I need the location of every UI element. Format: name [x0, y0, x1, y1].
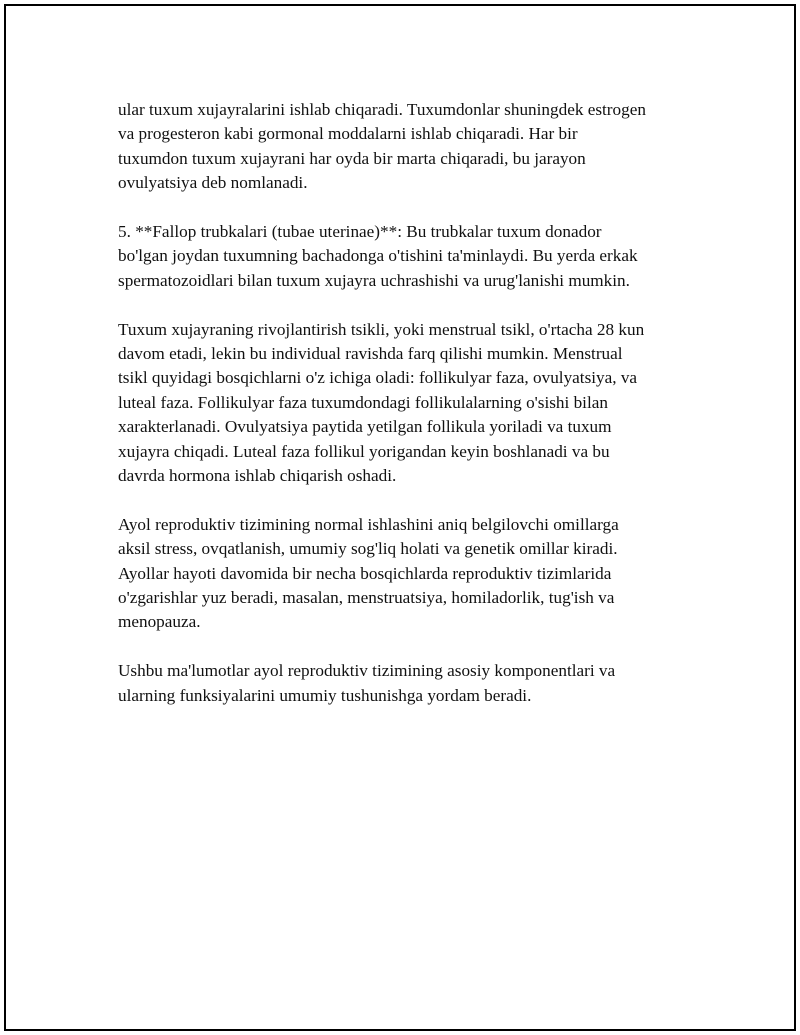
paragraph-ovaries [118, 98, 698, 196]
text-line: xujayra chiqadi. Luteal faza follikul yorigandan keyin boshlanadi va bu [118, 441, 610, 461]
text-line: tsikl quyidagi bosqichlarni o'z ichiga oladi: follikulyar faza, ovulyatsiya, va [118, 368, 638, 388]
text-line: luteal faza. Follikulyar faza tuxumdondagi follikulalarning o'sishi bilan [118, 392, 608, 412]
text-line: 5. **Fallop trubkalari (tubae uterinae)**: Bu trubkalar tuxum donador [118, 222, 602, 242]
page-frame [4, 4, 796, 1031]
text-line: Ayollar hayoti davomida bir necha bosqichlarda reproduktiv tizimlarida [118, 563, 612, 583]
text-line: Ushbu ma'lumotlar ayol reproduktiv tizimining asosiy komponentlari va [118, 661, 616, 681]
text-line: Tuxum xujayraning rivojlantirish tsikli, yoki menstrual tsikl, o'rtacha 28 kun [118, 319, 645, 339]
text-line: tuxumdon tuxum xujayrani har oyda bir marta chiqaradi, bu jarayon [118, 148, 586, 168]
paragraph-summary [118, 659, 698, 708]
text-line: bo'lgan joydan tuxumning bachadonga o'tishini ta'minlaydi. Bu yerda erkak [118, 246, 638, 266]
text-line: menopauza. [118, 612, 201, 632]
paragraph-factors [118, 513, 698, 635]
paragraph-menstrual-cycle [118, 318, 698, 489]
text-line: ularning funksiyalarini umumiy tushunishga yordam beradi. [118, 685, 532, 705]
text-line: xarakterlanadi. Ovulyatsiya paytida yetilgan follikula yoriladi va tuxum [118, 417, 612, 437]
text-line: va progesteron kabi gormonal moddalarni ishlab chiqaradi. Har bir [118, 124, 578, 144]
text-line: ular tuxum xujayralarini ishlab chiqaradi. Tuxumdonlar shuningdek estrogen [118, 100, 646, 119]
text-line: davom etadi, lekin bu individual ravishda farq qilishi mumkin. Menstrual [118, 344, 623, 364]
text-line: ovulyatsiya deb nomlanadi. [118, 173, 308, 193]
paragraph-fallopian-tubes [118, 220, 698, 293]
text-line: davrda hormona ishlab chiqarish oshadi. [118, 466, 397, 486]
text-line: aksil stress, ovqatlanish, umumiy sog'liq holati va genetik omillar kiradi. [118, 539, 618, 559]
document-body [118, 98, 698, 732]
text-line: spermatozoidlari bilan tuxum xujayra uchrashishi va urug'lanishi mumkin. [118, 270, 630, 290]
text-line: o'zgarishlar yuz beradi, masalan, menstruatsiya, homiladorlik, tug'ish va [118, 588, 615, 608]
text-line: Ayol reproduktiv tizimining normal ishlashini aniq belgilovchi omillarga [118, 514, 619, 534]
